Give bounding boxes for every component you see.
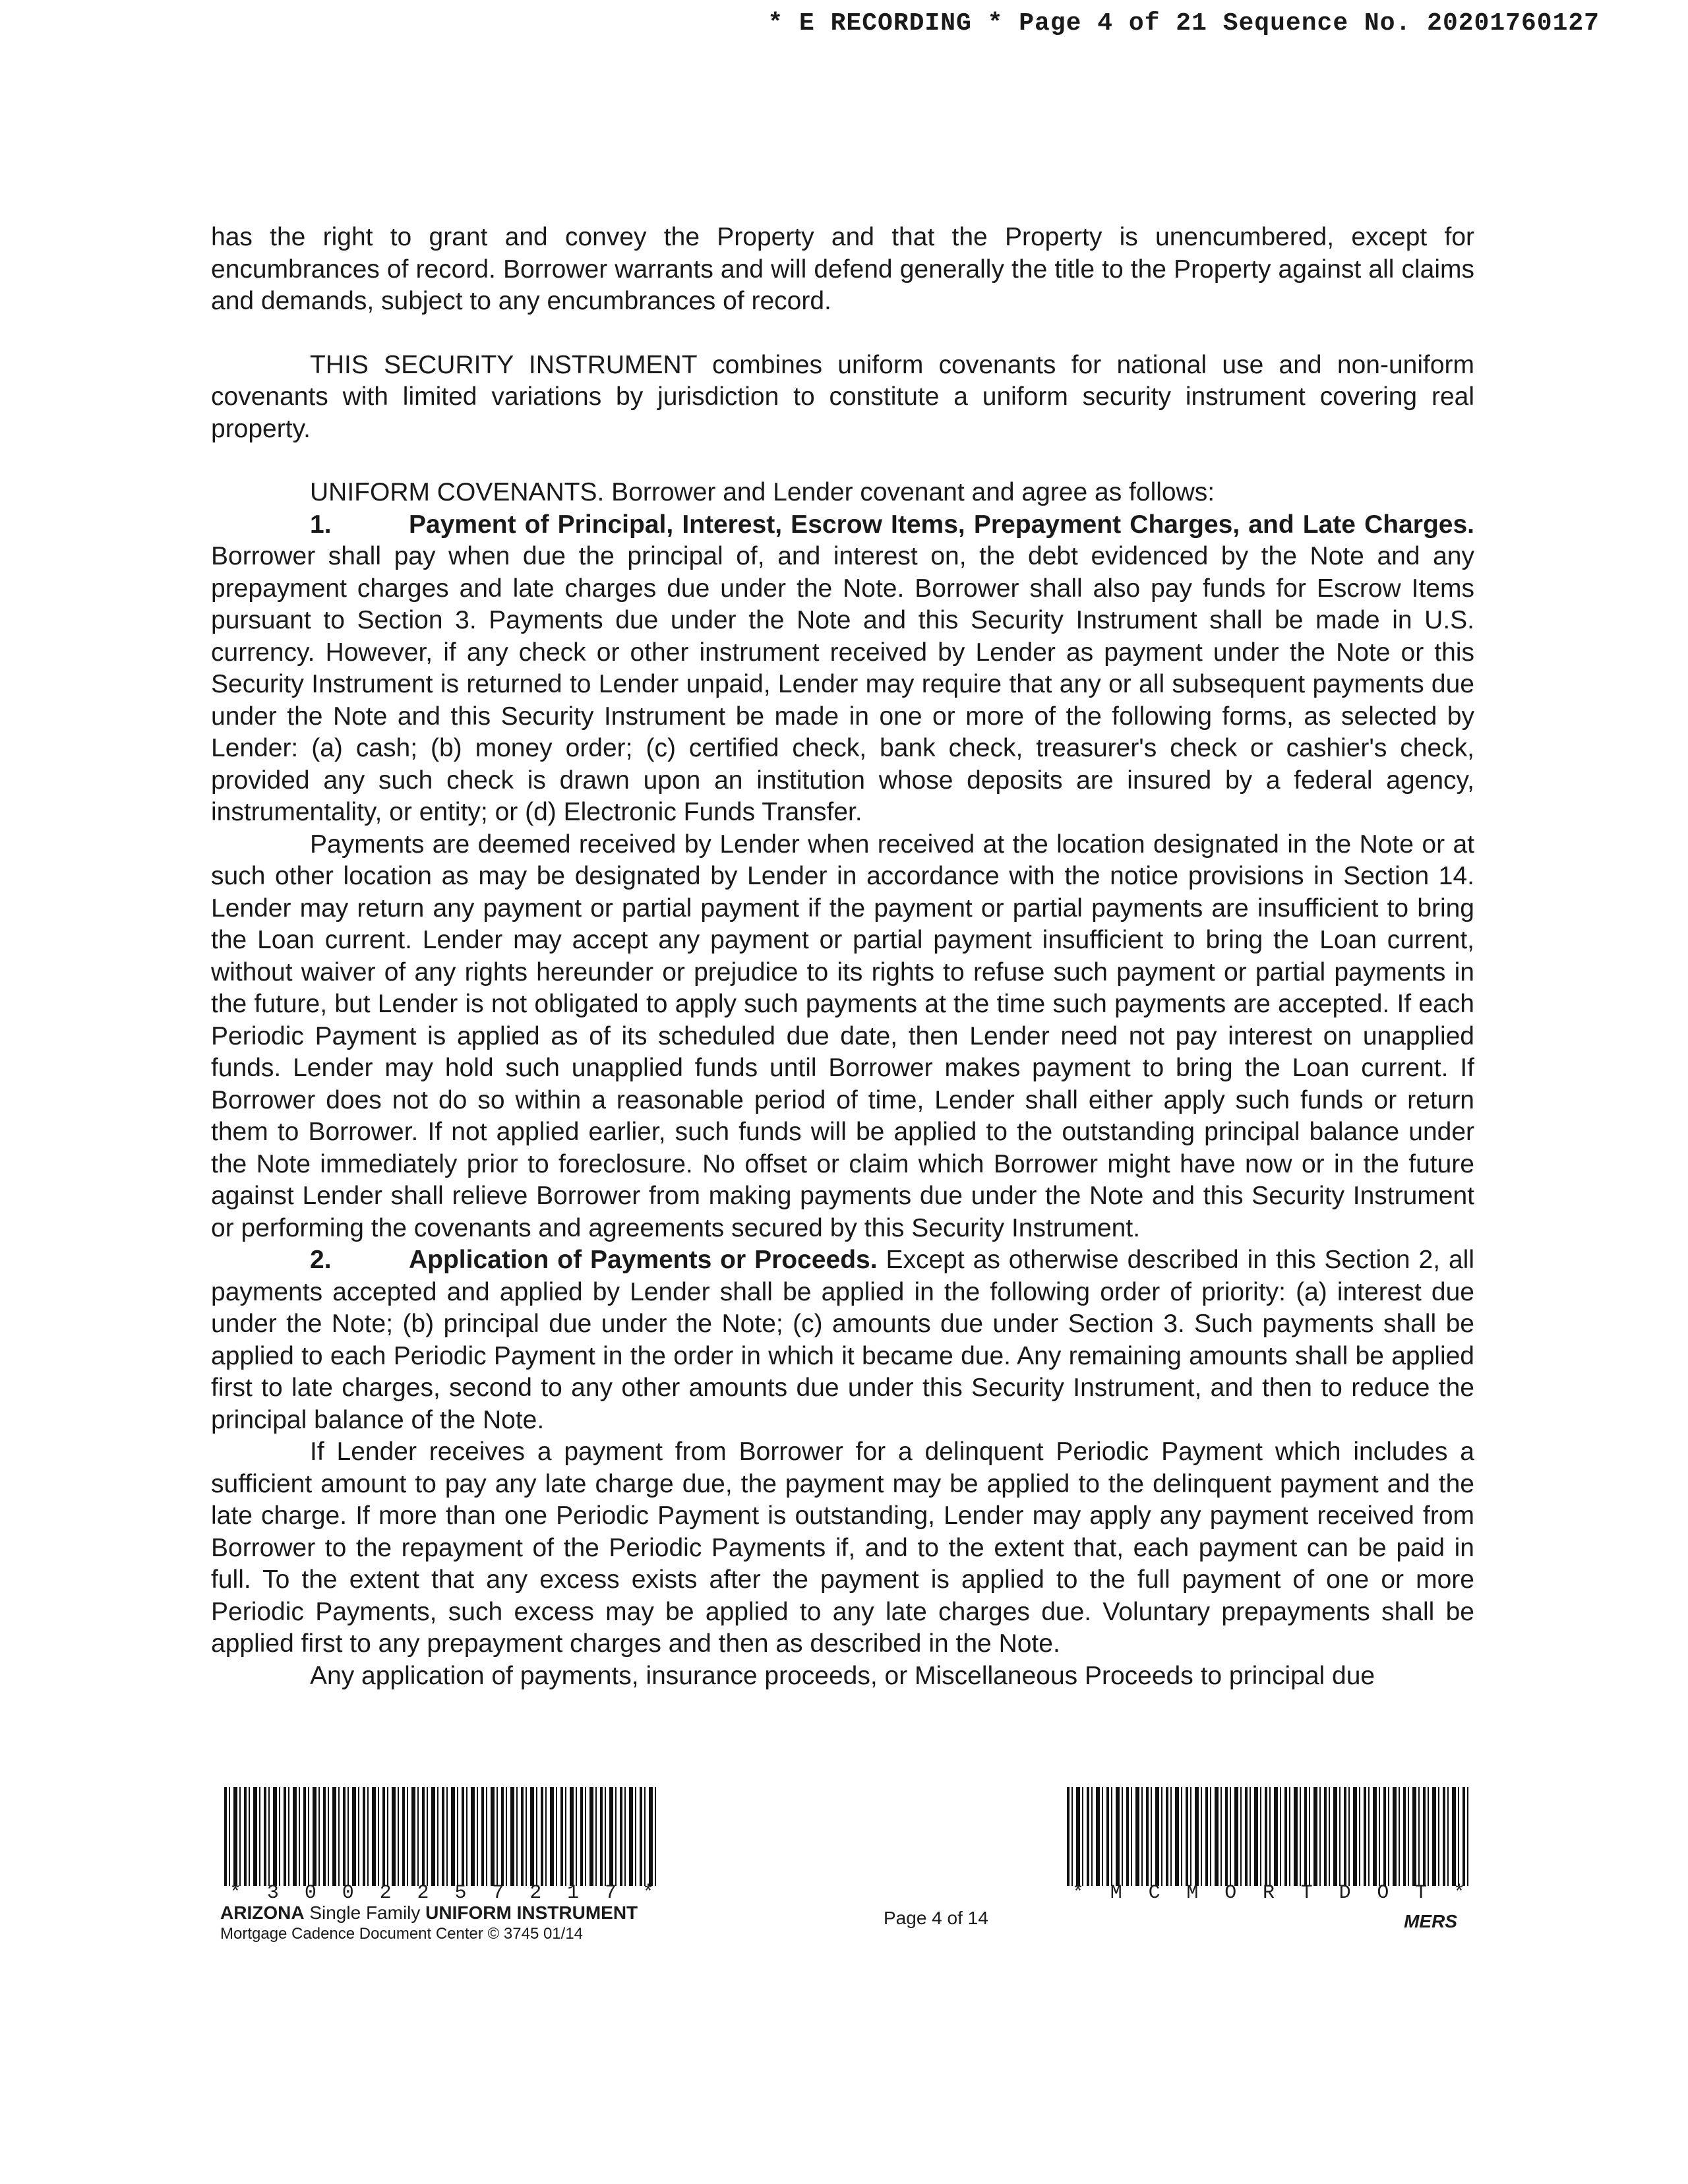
- form-title: [220, 1903, 659, 1923]
- barcode-left-char: 7: [605, 1882, 617, 1904]
- barcode-right-char: T: [1300, 1882, 1313, 1904]
- section-1-number: 1.: [310, 510, 332, 539]
- right-barcode-block: [1067, 1787, 1470, 1931]
- section-1: [211, 509, 1474, 829]
- barcode-right-char: C: [1148, 1882, 1160, 1904]
- barcode-right-char: T: [1415, 1882, 1428, 1904]
- barcode-left-char: 2: [529, 1882, 542, 1904]
- barcode-left-char: 0: [304, 1882, 316, 1904]
- form-state: ARIZONA: [220, 1902, 305, 1923]
- paragraph-delinquent-payment: If Lender receives a payment from Borrower for a delinquent Periodic Payment which includes a sufficient amount to pay any late charge due, the payment may be applied to the delinquent payment and the late charge. If more than one Periodic Payment is outstanding, Lender may apply any payment received from Borrower to the repayment of the Periodic Payments if, and to the extent that, each payment can be paid in full. To the extent that any excess exists after the payment is applied to the full payment of one or more Periodic Payments, such excess may be applied to any late charges due. Voluntary prepayments shall be applied first to any prepayment charges and then as described in the Note.: [211, 1438, 1474, 1658]
- barcode-right-char: *: [1453, 1882, 1465, 1904]
- barcode-left-char: 7: [492, 1882, 504, 1904]
- barcode-left-char: *: [229, 1882, 242, 1904]
- form-doc-center: Mortgage Cadence Document Center © 3745 01/14: [220, 1925, 584, 1943]
- barcode-right-char: D: [1339, 1882, 1351, 1904]
- page-number: Page 4 of 14: [884, 1908, 988, 1928]
- barcode-left: [224, 1787, 659, 1886]
- barcode-left-char: 5: [454, 1882, 467, 1904]
- section-1-text: Borrower shall pay when due the principal of, and interest on, the debt evidenced by the Note and any prepayment charges and late charges due under the Note. Borrower shall also pay funds for Escrow Items pursuant to Section 3. Payments due under the Note and this Security Instrument shall be made in U.S. currency. However, if any check or other instrument received by Lender as payment under the Note or this Security Instrument is returned to Lender unpaid, Lender may require that any or all subsequent payments due under the Note and this Security Instrument be made in one or more of the following forms, as selected by Lender: (a) cash; (b) money order; (c) certified check, bank check, treasurer's check or cashier's check, provided any such check is drawn upon an institution whose deposits are insured by a federal agency, instrumentality, or entity; or (d) Electronic Funds Transfer.: [211, 542, 1474, 826]
- barcode-right-char: M: [1186, 1882, 1199, 1904]
- barcode-right-char: R: [1262, 1882, 1275, 1904]
- barcode-left-char: 3: [266, 1882, 279, 1904]
- barcode-left-char: *: [642, 1882, 654, 1904]
- section-2-title: Application of Payments or Proceeds.: [409, 1246, 878, 1274]
- section-2-text: Except as otherwise described in this Section 2, all payments accepted and applied by Lender shall be applied in the following order of priority: (a) interest due under the Note; (b) principal due under the Note; (c) amounts due under Section 3. Such payments shall be applied to each Periodic Payment in the order in which it became due. Any remaining amounts shall be applied first to late charges, second to any other amounts due under this Security Instrument, and then to reduce the principal balance of the Note.: [211, 1246, 1475, 1434]
- section-2: [211, 1244, 1474, 1436]
- paragraph-title-warranty: has the right to grant and convey the Property and that the Property is unencumbered, except for encumbrances of record. Borrower warrants and will defend generally the title to the Property against all claims and demands, subject to any encumbrances of record.: [211, 223, 1474, 315]
- mers-label: MERS: [1404, 1911, 1457, 1931]
- paragraph-security-instrument: THIS SECURITY INSTRUMENT combines uniform covenants for national use and non-uniform covenants with limited variations by jurisdiction to constitute a uniform security instrument covering real property.: [211, 350, 1474, 443]
- barcode-left-char: 0: [342, 1882, 354, 1904]
- paragraph-uniform-covenants: UNIFORM COVENANTS. Borrower and Lender covenant and agree as follows:: [310, 478, 1215, 506]
- recording-header: * E RECORDING * Page 4 of 21 Sequence No. 20201760127: [768, 9, 1600, 38]
- form-single-family: Single Family: [304, 1902, 426, 1923]
- paragraph-application-of-payments: Any application of payments, insurance proceeds, or Miscellaneous Proceeds to principal due: [310, 1661, 1375, 1690]
- barcode-right: [1067, 1787, 1470, 1886]
- paragraph-payments-received: Payments are deemed received by Lender when received at the location designated in the Note or at such other location as may be designated by Lender in accordance with the notice provisions in Section 14. Lender may return any payment or partial payment if the payment or partial payments are insufficient to bring the Loan current. Lender may accept any payment or partial payment insufficient to bring the Loan current, without waiver of any rights hereunder or prejudice to its rights to refuse such payment or partial payments in the future, but Lender is not obligated to apply such payments at the time such payments are accepted. If each Periodic Payment is applied as of its scheduled due date, then Lender need not pay interest on unapplied funds. Lender may hold such unapplied funds until Borrower makes payment to bring the Loan current. If Borrower does not do so within a reasonable period of time, Lender shall either apply such funds or return them to Borrower. If not applied earlier, such funds will be applied to the outstanding principal balance under the Note immediately prior to foreclosure. No offset or claim which Borrower might have now or in the future against Lender shall relieve Borrower from making payments due under the Note and this Security Instrument or performing the covenants and agreements secured by this Security Instrument.: [211, 830, 1474, 1242]
- form-uniform-instrument: UNIFORM INSTRUMENT: [425, 1902, 638, 1923]
- section-1-title: Payment of Principal, Interest, Escrow Items, Prepayment Charges, and Late Charges.: [409, 510, 1474, 539]
- barcode-left-char: 2: [379, 1882, 392, 1904]
- barcode-right-char: O: [1224, 1882, 1237, 1904]
- barcode-right-char: M: [1110, 1882, 1122, 1904]
- barcode-right-char: *: [1072, 1882, 1085, 1904]
- document-body: [211, 222, 1474, 1692]
- barcode-left-char: 2: [417, 1882, 429, 1904]
- barcode-right-digits: [1067, 1883, 1470, 1903]
- barcode-right-char: O: [1377, 1882, 1389, 1904]
- barcode-left-char: 1: [567, 1882, 580, 1904]
- left-barcode-block: [220, 1787, 659, 1945]
- barcode-left-digits: [224, 1883, 659, 1903]
- section-2-number: 2.: [310, 1246, 332, 1274]
